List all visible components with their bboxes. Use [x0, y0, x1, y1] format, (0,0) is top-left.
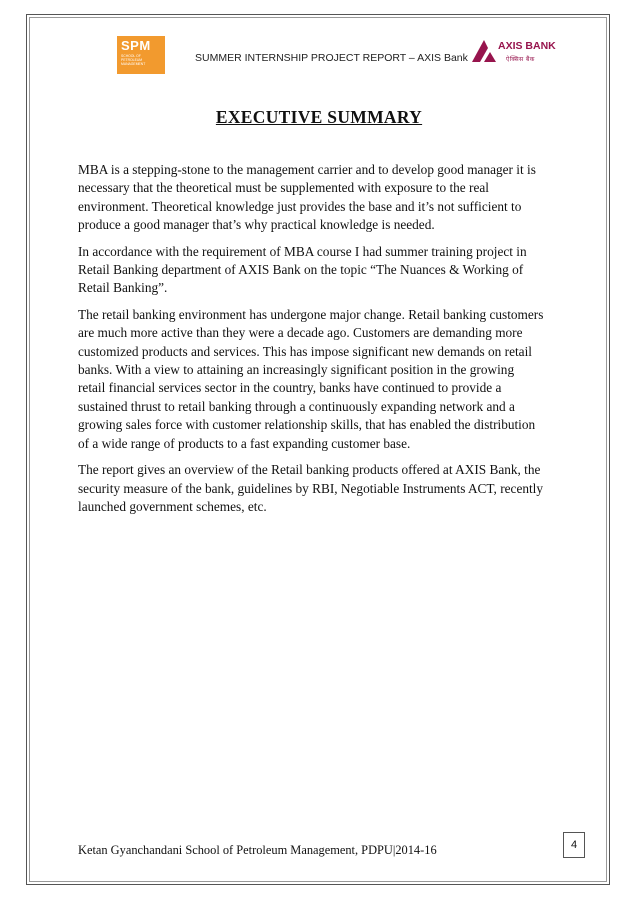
spm-logo [117, 36, 165, 74]
axis-bank-logo-title: AXIS BANK [498, 40, 556, 52]
page-number: 4 [563, 832, 585, 858]
spm-logo-title: SPM [121, 38, 151, 53]
paragraph: The retail banking environment has undergone major change. Retail banking customers are much more active than they were a decade ago. Customers are demanding more customized products and services. This has impose significant new demands on retail banks. With a view to attaining an increasingly significant position in the growing retail financial services sector in the country, banks have continued to provide a sustained thrust to retail banking through a continuously expanding network and a growing sales force with customer relationship skills, that has enabled the distribution of a wide range of products to a fast expanding customer base. [78, 306, 544, 451]
page-title: EXECUTIVE SUMMARY [215, 107, 423, 127]
paragraph: In accordance with the requirement of MBA course I had summer training project in Retail Banking department of AXIS Bank on the topic “The Nuances & Working of Retail Banking”. [78, 243, 527, 296]
document-body [78, 161, 544, 524]
running-header: SUMMER INTERNSHIP PROJECT REPORT – AXIS Bank [195, 52, 468, 64]
paragraph: The report gives an overview of the Retail banking products offered at AXIS Bank, the security measure of the bank, guidelines by RBI, Negotiable Instruments ACT, recently launched government schemes, etc. [78, 462, 544, 514]
spm-logo-subtitle: SCHOOL OF PETROLEUM MANAGEMENT [121, 54, 146, 67]
axis-bank-logo [470, 36, 560, 70]
paragraph: MBA is a stepping-stone to the management carrier and to develop good manager it is necessary that the theoretical must be supplemented with exposure to the real environment. Theoretical knowledge just provides the base and it’s not sufficient to produce a good manager that’s why practical knowledge is needed. [78, 162, 536, 233]
axis-bank-logo-subtitle: ऐक्सिस बैंक [506, 57, 535, 63]
axis-bank-logo-icon [470, 36, 500, 66]
footer-text: Ketan Gyanchandani School of Petroleum Management, PDPU|2014-16 [78, 843, 437, 857]
